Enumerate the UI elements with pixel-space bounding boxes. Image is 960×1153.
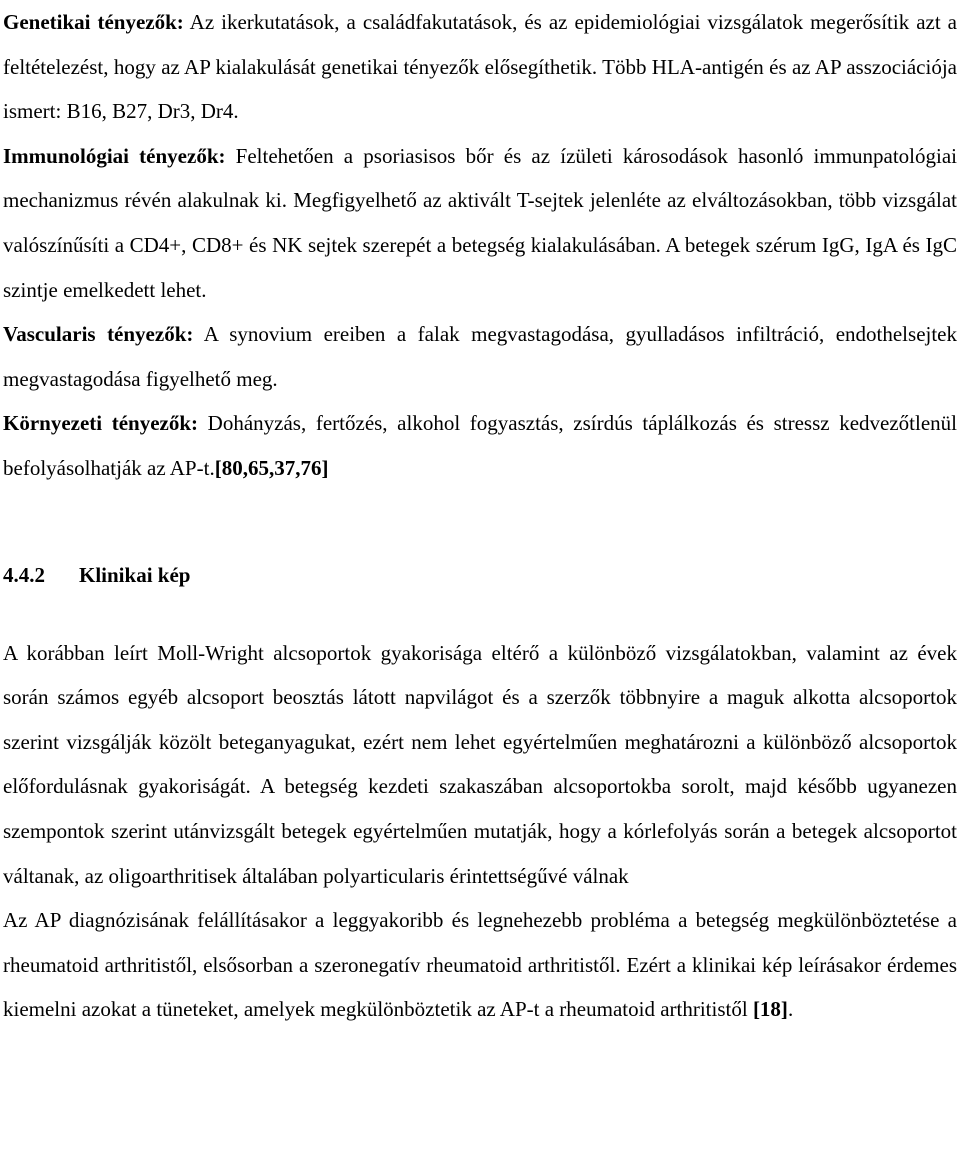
diagnosis-text: Az AP diagnózisának felállításakor a leggyakoribb és legnehezebb probléma a betegség megkülönböztetése a rheumatoid arthritistől, elsősorban a szeronegatív rheumatoid arthritistől. Ezért a klinikai kép leírásakor érdemes kiemelni azokat a tüneteket, amelyek megkülönböztetik az AP-t a rheumatoid arthritistől [3, 908, 957, 1022]
section-number: 4.4.2 [3, 562, 45, 587]
diagnosis-end: . [787, 997, 794, 1022]
diagnosis-reference: [18] [752, 997, 788, 1022]
immunological-factors-label: Immunológiai tényezők: [3, 143, 226, 168]
vascular-factors-label: Vascularis tényezők: [3, 322, 194, 347]
environmental-factors-text: Dohányzás, fertőzés, alkohol fogyasztás, zsírdús táplálkozás és stressz kedvezőtlenül befolyásolhatják az AP-t. [3, 411, 957, 480]
section-heading [3, 553, 957, 597]
genetic-factors-paragraph [3, 0, 957, 134]
document-page [3, 0, 957, 1032]
clinical-picture-paragraph: A korábban leírt Moll-Wright alcsoportok gyakorisága eltérő a különböző vizsgálatokban, valamint az évek során számos egyéb alcsoport beosztás látott napvilágot és a szerzők többnyire a maguk alkotta alcsoportok szerint vizsgálják közölt beteganyagukat, ezért nem lehet egyértelműen meghatározni a különböző alcsoportok előfordulásnak gyakoriságát. A betegség kezdeti szakaszában alcsoportokba sorolt, majd később ugyanezen szempontok szerint utánvizsgált betegek egyértelműen mutatják, hogy a kórlefolyás során a betegek alcsoportot váltanak, az oligoarthritisek általában polyarticularis érintettségűvé válnak [3, 640, 957, 888]
vascular-factors-paragraph [3, 312, 957, 401]
immunological-factors-text: Feltehetően a psoriasisos bőr és az ízületi károsodások hasonló immunpatológiai mechanizmus révén alakulnak ki. Megfigyelhető az aktivált T-sejtek jelenléte az elváltozásokban, több vizsgálat valószínűsíti a CD4+, CD8+ és NK sejtek szerepét a betegség kialakulásában. A betegek szérum IgG, IgA és IgC szintje emelkedett lehet. [3, 143, 958, 302]
immunological-factors-paragraph [3, 134, 957, 312]
environmental-factors-paragraph [3, 401, 957, 490]
diagnosis-paragraph [3, 898, 957, 1032]
vascular-factors-text: A synovium ereiben a falak megvastagodása, gyulladásos infiltráció, endothelsejtek megvastagodása figyelhető meg. [3, 322, 957, 391]
section-title: Klinikai kép [79, 562, 191, 587]
environmental-factors-label: Környezeti tényezők: [3, 411, 199, 436]
genetic-factors-text: Az ikerkutatások, a családfakutatások, és az epidemiológiai vizsgálatok megerősítik azt a feltételezést, hogy az AP kialakulását genetikai tényezők elősegíthetik. Több HLA-antigén és az AP asszociációja ismert: B16, B27, Dr3, Dr4. [3, 10, 957, 124]
environmental-factors-reference: [80,65,37,76] [214, 455, 329, 480]
genetic-factors-label: Genetikai tényezők: [3, 10, 184, 34]
